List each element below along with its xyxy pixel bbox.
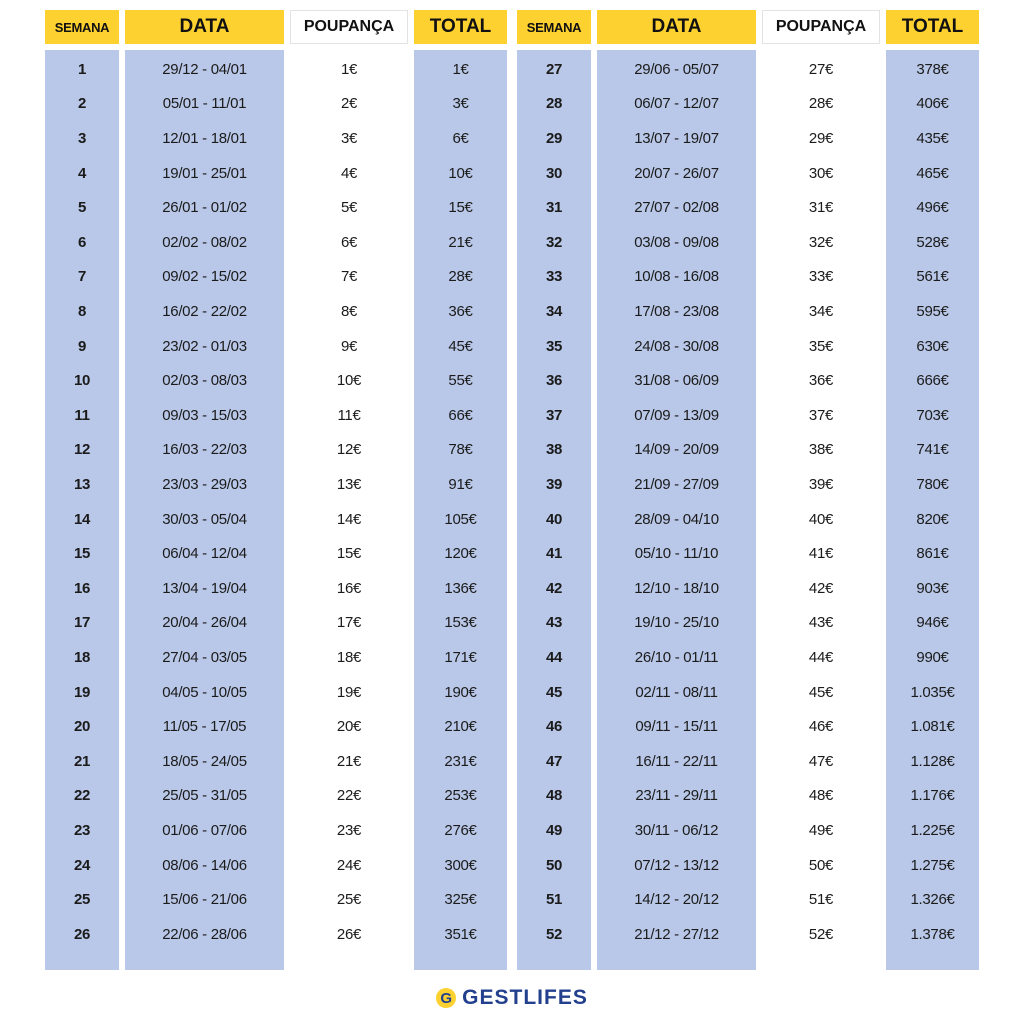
total-cell: 1.326€ <box>910 891 955 909</box>
table-row <box>0 52 1024 87</box>
saving-cell: 37€ <box>808 406 834 424</box>
table-row <box>0 433 1024 468</box>
table-row <box>0 502 1024 537</box>
total-cell: 91€ <box>448 475 473 493</box>
date-cell: 06/04 - 12/04 <box>162 545 247 563</box>
total-cell: 21€ <box>448 233 473 251</box>
header-week-left: SEMANA <box>45 10 119 44</box>
week-cell: 15 <box>73 545 91 563</box>
total-cell: 153€ <box>444 614 477 632</box>
total-cell: 45€ <box>448 337 473 355</box>
week-cell: 16 <box>73 579 91 597</box>
total-cell: 990€ <box>916 648 949 666</box>
saving-cell: 23€ <box>336 821 362 839</box>
date-cell: 01/06 - 07/06 <box>162 821 247 839</box>
week-cell: 42 <box>545 579 563 597</box>
date-cell: 18/05 - 24/05 <box>162 752 247 770</box>
week-cell: 23 <box>73 821 91 839</box>
week-cell: 45 <box>545 683 563 701</box>
saving-cell: 12€ <box>336 441 362 459</box>
date-cell: 08/06 - 14/06 <box>162 856 247 874</box>
week-cell: 4 <box>77 164 87 182</box>
saving-cell: 8€ <box>340 302 358 320</box>
date-cell: 30/11 - 06/12 <box>634 821 719 839</box>
header-total-left: TOTAL <box>414 10 507 44</box>
total-cell: 1.081€ <box>910 718 955 736</box>
week-cell: 28 <box>545 95 563 113</box>
week-cell: 39 <box>545 475 563 493</box>
table-row <box>0 536 1024 571</box>
date-cell: 21/09 - 27/09 <box>634 475 719 493</box>
table-row <box>0 121 1024 156</box>
total-cell: 3€ <box>452 95 469 113</box>
total-cell: 595€ <box>916 302 949 320</box>
saving-cell: 24€ <box>336 856 362 874</box>
saving-cell: 49€ <box>808 821 834 839</box>
week-cell: 22 <box>73 787 91 805</box>
week-cell: 31 <box>545 199 563 217</box>
saving-cell: 30€ <box>808 164 834 182</box>
saving-cell: 15€ <box>336 545 362 563</box>
week-cell: 10 <box>73 372 91 390</box>
total-cell: 10€ <box>448 164 473 182</box>
week-cell: 8 <box>77 302 87 320</box>
saving-cell: 19€ <box>336 683 362 701</box>
date-cell: 24/08 - 30/08 <box>634 337 719 355</box>
brand-g-icon: G <box>436 988 456 1008</box>
week-cell: 35 <box>545 337 563 355</box>
week-cell: 36 <box>545 372 563 390</box>
saving-cell: 27€ <box>808 60 834 78</box>
table-row <box>0 190 1024 225</box>
table-row <box>0 917 1024 952</box>
table-row <box>0 640 1024 675</box>
date-cell: 17/08 - 23/08 <box>634 302 719 320</box>
date-cell: 23/11 - 29/11 <box>635 787 718 805</box>
total-cell: 231€ <box>444 752 477 770</box>
total-cell: 351€ <box>444 925 477 943</box>
week-cell: 29 <box>545 129 563 147</box>
saving-cell: 7€ <box>340 268 358 286</box>
week-cell: 18 <box>73 648 91 666</box>
total-cell: 1.378€ <box>910 925 955 943</box>
table-row <box>0 156 1024 191</box>
table-row <box>0 848 1024 883</box>
saving-cell: 5€ <box>340 199 358 217</box>
total-cell: 210€ <box>444 718 477 736</box>
week-cell: 38 <box>545 441 563 459</box>
week-cell: 47 <box>545 752 563 770</box>
total-cell: 820€ <box>916 510 949 528</box>
date-cell: 12/01 - 18/01 <box>162 129 247 147</box>
saving-cell: 48€ <box>808 787 834 805</box>
total-cell: 6€ <box>452 129 469 147</box>
date-cell: 30/03 - 05/04 <box>162 510 247 528</box>
total-cell: 435€ <box>916 129 949 147</box>
date-cell: 21/12 - 27/12 <box>634 925 719 943</box>
saving-cell: 28€ <box>808 95 834 113</box>
date-cell: 23/02 - 01/03 <box>162 337 247 355</box>
total-cell: 780€ <box>916 475 949 493</box>
saving-cell: 35€ <box>808 337 834 355</box>
total-cell: 861€ <box>916 545 949 563</box>
saving-cell: 4€ <box>340 164 358 182</box>
week-cell: 21 <box>73 752 91 770</box>
total-cell: 903€ <box>916 579 949 597</box>
date-cell: 27/07 - 02/08 <box>634 199 719 217</box>
saving-cell: 40€ <box>808 510 834 528</box>
date-cell: 13/07 - 19/07 <box>634 129 719 147</box>
total-cell: 28€ <box>448 268 473 286</box>
saving-cell: 36€ <box>808 372 834 390</box>
week-cell: 25 <box>73 891 91 909</box>
date-cell: 04/05 - 10/05 <box>162 683 247 701</box>
week-cell: 44 <box>545 648 563 666</box>
week-cell: 41 <box>545 545 563 563</box>
table-row <box>0 260 1024 295</box>
saving-cell: 45€ <box>808 683 834 701</box>
saving-cell: 47€ <box>808 752 834 770</box>
table-row <box>0 467 1024 502</box>
table-row <box>0 294 1024 329</box>
week-cell: 5 <box>77 199 87 217</box>
date-cell: 26/10 - 01/11 <box>634 648 719 666</box>
total-cell: 1€ <box>452 60 469 78</box>
saving-cell: 29€ <box>808 129 834 147</box>
week-cell: 43 <box>545 614 563 632</box>
saving-cell: 52€ <box>808 925 834 943</box>
brand-name: GESTLIFES <box>462 986 588 1009</box>
date-cell: 03/08 - 09/08 <box>634 233 719 251</box>
table-row <box>0 709 1024 744</box>
week-cell: 24 <box>73 856 91 874</box>
date-cell: 29/06 - 05/07 <box>634 60 719 78</box>
table-row <box>0 571 1024 606</box>
saving-cell: 39€ <box>808 475 834 493</box>
table-row <box>0 606 1024 641</box>
date-cell: 11/05 - 17/05 <box>162 718 247 736</box>
total-cell: 703€ <box>916 406 949 424</box>
week-cell: 14 <box>73 510 91 528</box>
table-row <box>0 87 1024 122</box>
date-cell: 31/08 - 06/09 <box>634 372 719 390</box>
date-cell: 02/11 - 08/11 <box>635 683 718 701</box>
week-cell: 46 <box>545 718 563 736</box>
total-cell: 105€ <box>444 510 477 528</box>
date-cell: 28/09 - 04/10 <box>634 510 719 528</box>
week-cell: 2 <box>77 95 87 113</box>
week-cell: 32 <box>545 233 563 251</box>
saving-cell: 43€ <box>808 614 834 632</box>
total-cell: 171€ <box>444 648 477 666</box>
total-cell: 465€ <box>916 164 949 182</box>
table-row <box>0 779 1024 814</box>
saving-cell: 44€ <box>808 648 834 666</box>
date-cell: 07/09 - 13/09 <box>634 406 719 424</box>
saving-cell: 20€ <box>336 718 362 736</box>
table-row <box>0 813 1024 848</box>
date-cell: 16/03 - 22/03 <box>162 441 247 459</box>
date-cell: 02/03 - 08/03 <box>162 372 247 390</box>
total-cell: 1.128€ <box>910 752 955 770</box>
brand-logo <box>0 984 1024 1012</box>
week-cell: 48 <box>545 787 563 805</box>
total-cell: 666€ <box>916 372 949 390</box>
saving-cell: 41€ <box>808 545 834 563</box>
date-cell: 27/04 - 03/05 <box>162 648 247 666</box>
date-cell: 14/09 - 20/09 <box>634 441 719 459</box>
date-cell: 19/10 - 25/10 <box>634 614 719 632</box>
total-cell: 136€ <box>444 579 477 597</box>
total-cell: 190€ <box>444 683 477 701</box>
date-cell: 14/12 - 20/12 <box>634 891 719 909</box>
total-cell: 300€ <box>444 856 477 874</box>
saving-cell: 16€ <box>336 579 362 597</box>
total-cell: 1.275€ <box>910 856 955 874</box>
saving-cell: 11€ <box>337 406 361 424</box>
date-cell: 10/08 - 16/08 <box>634 268 719 286</box>
saving-cell: 33€ <box>808 268 834 286</box>
total-cell: 36€ <box>448 302 473 320</box>
week-cell: 11 <box>74 406 90 424</box>
total-cell: 78€ <box>448 441 473 459</box>
week-cell: 33 <box>545 268 563 286</box>
date-cell: 09/02 - 15/02 <box>162 268 247 286</box>
saving-cell: 17€ <box>336 614 362 632</box>
date-cell: 09/11 - 15/11 <box>635 718 718 736</box>
header-week-right: SEMANA <box>517 10 591 44</box>
date-cell: 12/10 - 18/10 <box>634 579 719 597</box>
total-cell: 1.176€ <box>910 787 955 805</box>
total-cell: 1.035€ <box>910 683 955 701</box>
week-cell: 6 <box>77 233 87 251</box>
table-row <box>0 398 1024 433</box>
week-cell: 50 <box>545 856 563 874</box>
total-cell: 561€ <box>916 268 949 286</box>
total-cell: 378€ <box>916 60 949 78</box>
table-row <box>0 675 1024 710</box>
date-cell: 16/11 - 22/11 <box>635 752 718 770</box>
date-cell: 06/07 - 12/07 <box>634 95 719 113</box>
table-row <box>0 882 1024 917</box>
saving-cell: 32€ <box>808 233 834 251</box>
date-cell: 20/04 - 26/04 <box>162 614 247 632</box>
saving-cell: 34€ <box>808 302 834 320</box>
saving-cell: 18€ <box>336 648 362 666</box>
saving-cell: 21€ <box>336 752 362 770</box>
header-date-left: DATA <box>125 10 284 44</box>
week-cell: 27 <box>545 60 563 78</box>
saving-cell: 2€ <box>340 95 358 113</box>
saving-cell: 22€ <box>336 787 362 805</box>
date-cell: 25/05 - 31/05 <box>162 787 247 805</box>
week-cell: 12 <box>73 441 91 459</box>
total-cell: 741€ <box>916 441 949 459</box>
total-cell: 55€ <box>448 372 473 390</box>
week-cell: 19 <box>73 683 91 701</box>
week-cell: 34 <box>545 302 563 320</box>
total-cell: 496€ <box>916 199 949 217</box>
table-row <box>0 363 1024 398</box>
saving-cell: 14€ <box>336 510 362 528</box>
date-cell: 09/03 - 15/03 <box>162 406 247 424</box>
date-cell: 13/04 - 19/04 <box>162 579 247 597</box>
week-cell: 52 <box>545 925 563 943</box>
date-cell: 19/01 - 25/01 <box>162 164 247 182</box>
week-cell: 51 <box>545 891 563 909</box>
saving-cell: 42€ <box>808 579 834 597</box>
week-cell: 13 <box>73 475 91 493</box>
saving-cell: 25€ <box>336 891 362 909</box>
saving-cell: 31€ <box>808 199 834 217</box>
total-cell: 66€ <box>448 406 473 424</box>
total-cell: 276€ <box>444 821 477 839</box>
saving-cell: 10€ <box>336 372 362 390</box>
week-cell: 1 <box>77 60 87 78</box>
date-cell: 22/06 - 28/06 <box>162 925 247 943</box>
date-cell: 07/12 - 13/12 <box>634 856 719 874</box>
date-cell: 05/10 - 11/10 <box>634 545 719 563</box>
date-cell: 16/02 - 22/02 <box>162 302 247 320</box>
table-row <box>0 744 1024 779</box>
week-cell: 37 <box>545 406 563 424</box>
header-date-right: DATA <box>597 10 756 44</box>
week-cell: 20 <box>73 718 91 736</box>
total-cell: 1.225€ <box>910 821 955 839</box>
total-cell: 406€ <box>916 95 949 113</box>
date-cell: 20/07 - 26/07 <box>634 164 719 182</box>
date-cell: 26/01 - 01/02 <box>162 199 247 217</box>
saving-cell: 13€ <box>336 475 362 493</box>
week-cell: 17 <box>73 614 91 632</box>
saving-cell: 51€ <box>808 891 834 909</box>
date-cell: 02/02 - 08/02 <box>162 233 247 251</box>
saving-cell: 26€ <box>336 925 362 943</box>
date-cell: 15/06 - 21/06 <box>162 891 247 909</box>
total-cell: 946€ <box>916 614 949 632</box>
total-cell: 630€ <box>916 337 949 355</box>
saving-cell: 1€ <box>340 60 358 78</box>
total-cell: 253€ <box>444 787 477 805</box>
header-saving-right: POUPANÇA <box>762 10 880 44</box>
total-cell: 15€ <box>448 199 473 217</box>
date-cell: 05/01 - 11/01 <box>162 95 247 113</box>
table-row <box>0 225 1024 260</box>
week-cell: 26 <box>73 925 91 943</box>
saving-cell: 50€ <box>808 856 834 874</box>
saving-cell: 6€ <box>340 233 358 251</box>
total-cell: 120€ <box>444 545 477 563</box>
week-cell: 3 <box>77 129 87 147</box>
date-cell: 29/12 - 04/01 <box>162 60 247 78</box>
week-cell: 7 <box>77 268 87 286</box>
header-saving-left: POUPANÇA <box>290 10 408 44</box>
week-cell: 9 <box>77 337 87 355</box>
table-row <box>0 329 1024 364</box>
total-cell: 528€ <box>916 233 949 251</box>
saving-cell: 38€ <box>808 441 834 459</box>
saving-cell: 3€ <box>340 129 358 147</box>
saving-cell: 46€ <box>808 718 834 736</box>
saving-cell: 9€ <box>340 337 358 355</box>
week-cell: 40 <box>545 510 563 528</box>
week-cell: 49 <box>545 821 563 839</box>
week-cell: 30 <box>545 164 563 182</box>
total-cell: 325€ <box>444 891 477 909</box>
header-total-right: TOTAL <box>886 10 979 44</box>
date-cell: 23/03 - 29/03 <box>162 475 247 493</box>
